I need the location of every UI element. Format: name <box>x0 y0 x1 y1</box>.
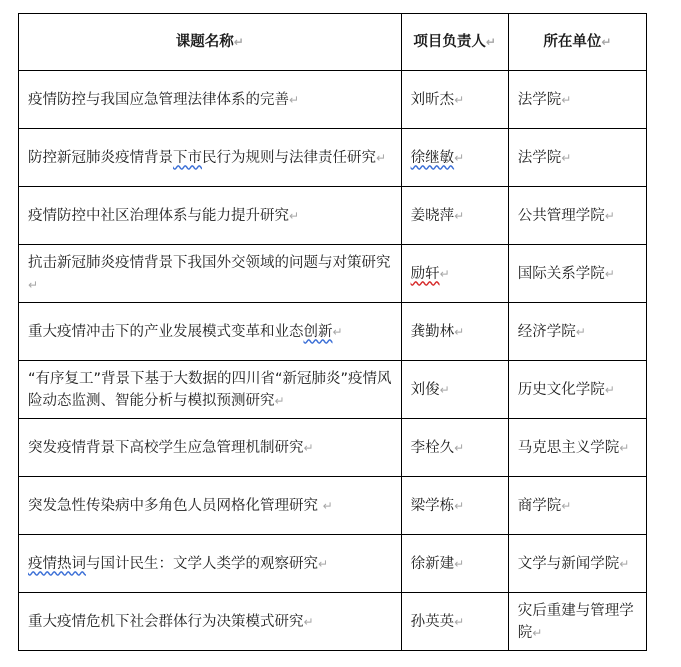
paragraph-mark-icon: ↵ <box>619 440 630 455</box>
cell-title <box>19 361 402 419</box>
paragraph-mark-icon: ↵ <box>289 92 300 107</box>
paragraph-mark-icon: ↵ <box>532 625 543 640</box>
cell-unit <box>508 593 646 651</box>
paragraph-mark-icon: ↵ <box>289 208 300 223</box>
unit-text: 历史文化学院 <box>517 381 605 398</box>
header-title <box>19 14 402 71</box>
unit-text: 法学院 <box>517 91 562 108</box>
cell-title <box>19 419 402 477</box>
title-text-flagged: 下市 <box>173 149 202 166</box>
paragraph-mark-icon: ↵ <box>439 382 450 397</box>
cell-unit <box>508 71 646 129</box>
paragraph-mark-icon: ↵ <box>454 208 465 223</box>
paragraph-mark-icon: ↵ <box>454 150 465 165</box>
title-text: 疫情防控与我国应急管理法律体系的完善 <box>28 91 289 108</box>
table-row <box>19 419 647 477</box>
leader-text: 刘俊 <box>410 381 440 398</box>
cell-leader <box>401 71 508 129</box>
title-text: 重大疫情危机下社会群体行为决策模式研究 <box>28 613 304 630</box>
paragraph-mark-icon: ↵ <box>601 35 612 49</box>
cell-unit <box>508 129 646 187</box>
paragraph-mark-icon: ↵ <box>561 92 572 107</box>
title-text: 疫情防控中社区治理体系与能力提升研究 <box>28 207 289 224</box>
title-text: 重大疫情冲击下的产业发展模式变革和 <box>28 323 275 340</box>
paragraph-mark-icon: ↵ <box>454 556 465 571</box>
paragraph-mark-icon: ↵ <box>454 440 465 455</box>
cell-unit <box>508 361 646 419</box>
table-row <box>19 129 647 187</box>
paragraph-mark-icon: ↵ <box>454 614 465 629</box>
title-text: 民行为规则与法律责任研究 <box>202 149 376 166</box>
cell-leader <box>401 477 508 535</box>
leader-text: 刘昕杰 <box>410 91 455 108</box>
paragraph-mark-icon: ↵ <box>561 150 572 165</box>
title-text: “有序复工”背景下基于大数据的四川省“新冠肺炎”疫情风险动态监测、智能分析与模拟预测研究 <box>28 370 392 409</box>
table-header-row <box>19 14 647 71</box>
unit-text: 国际关系学院 <box>517 265 605 282</box>
cell-leader <box>401 245 508 303</box>
cell-leader <box>401 535 508 593</box>
paragraph-mark-icon: ↵ <box>233 35 244 49</box>
cell-title <box>19 535 402 593</box>
leader-text: 励轩 <box>410 265 440 282</box>
title-text: 业态 <box>274 323 304 340</box>
paragraph-mark-icon: ↵ <box>454 92 465 107</box>
table-row <box>19 535 647 593</box>
paragraph-mark-icon: ↵ <box>376 150 387 165</box>
table-row <box>19 71 647 129</box>
paragraph-mark-icon: ↵ <box>619 556 630 571</box>
header-leader-text: 项目负责人 <box>413 34 486 50</box>
unit-text: 公共管理学院 <box>517 207 605 224</box>
cell-unit <box>508 535 646 593</box>
project-table <box>18 13 647 651</box>
leader-text: 梁学栋 <box>410 497 455 514</box>
paragraph-mark-icon: ↵ <box>454 498 465 513</box>
unit-text: 马克思主义学院 <box>517 439 620 456</box>
cell-title <box>19 303 402 361</box>
paragraph-mark-icon: ↵ <box>322 498 333 513</box>
cell-unit <box>508 303 646 361</box>
paragraph-mark-icon: ↵ <box>575 324 586 339</box>
leader-text: 姜晓萍 <box>410 207 455 224</box>
paragraph-mark-icon: ↵ <box>332 324 343 339</box>
table-row <box>19 477 647 535</box>
paragraph-mark-icon: ↵ <box>439 266 450 281</box>
paragraph-mark-icon: ↵ <box>303 614 314 629</box>
cell-leader <box>401 593 508 651</box>
header-title-text: 课题名称 <box>175 34 234 50</box>
paragraph-mark-icon: ↵ <box>604 382 615 397</box>
cell-title <box>19 129 402 187</box>
leader-text: 李栓久 <box>410 439 455 456</box>
header-unit <box>508 14 646 71</box>
paragraph-mark-icon: ↵ <box>28 277 39 292</box>
paragraph-mark-icon: ↵ <box>454 324 465 339</box>
table-row <box>19 593 647 651</box>
table-row <box>19 187 647 245</box>
table-row <box>19 361 647 419</box>
cell-leader <box>401 129 508 187</box>
unit-text: 法学院 <box>517 149 562 166</box>
cell-unit <box>508 419 646 477</box>
cell-title <box>19 71 402 129</box>
leader-text: 龚勤林 <box>410 323 455 340</box>
title-text: 防控新冠肺炎疫情背景 <box>28 149 173 166</box>
leader-text: 徐新建 <box>410 555 455 572</box>
cell-unit <box>508 187 646 245</box>
cell-leader <box>401 419 508 477</box>
title-text: 与国计民生：文学人类学的观察研究 <box>86 555 318 572</box>
paragraph-mark-icon: ↵ <box>561 498 572 513</box>
unit-text: 经济学院 <box>517 323 576 340</box>
paragraph-mark-icon: ↵ <box>604 266 615 281</box>
title-text: 突发疫情背景下高校学生应急管理机制研究 <box>28 439 304 456</box>
table-row <box>19 303 647 361</box>
title-text: 抗击新冠肺炎疫情背景下我国外交领域的问题与对策研究 <box>28 254 391 271</box>
paragraph-mark-icon: ↵ <box>318 556 329 571</box>
paragraph-mark-icon: ↵ <box>303 440 314 455</box>
paragraph-mark-icon: ↵ <box>485 35 496 49</box>
cell-title <box>19 477 402 535</box>
unit-text: 文学与新闻学院 <box>517 555 620 572</box>
cell-title <box>19 593 402 651</box>
cell-title <box>19 187 402 245</box>
unit-text: 灾后重建与管理学院 <box>517 602 634 641</box>
header-unit-text: 所在单位 <box>543 34 602 50</box>
unit-text: 商学院 <box>517 497 562 514</box>
header-leader <box>401 14 508 71</box>
leader-text: 徐继敏 <box>410 149 455 166</box>
cell-leader <box>401 361 508 419</box>
title-text-flagged: 创新 <box>303 323 333 340</box>
title-text-flagged: 疫情热词 <box>28 555 86 572</box>
table-row <box>19 245 647 303</box>
cell-leader <box>401 303 508 361</box>
title-text: 突发急性传染病中多角色人员网格化管理研究 <box>28 497 323 514</box>
cell-unit <box>508 477 646 535</box>
cell-leader <box>401 187 508 245</box>
leader-text: 孙英英 <box>410 613 455 630</box>
cell-title <box>19 245 402 303</box>
paragraph-mark-icon: ↵ <box>604 208 615 223</box>
paragraph-mark-icon: ↵ <box>274 393 285 408</box>
cell-unit <box>508 245 646 303</box>
